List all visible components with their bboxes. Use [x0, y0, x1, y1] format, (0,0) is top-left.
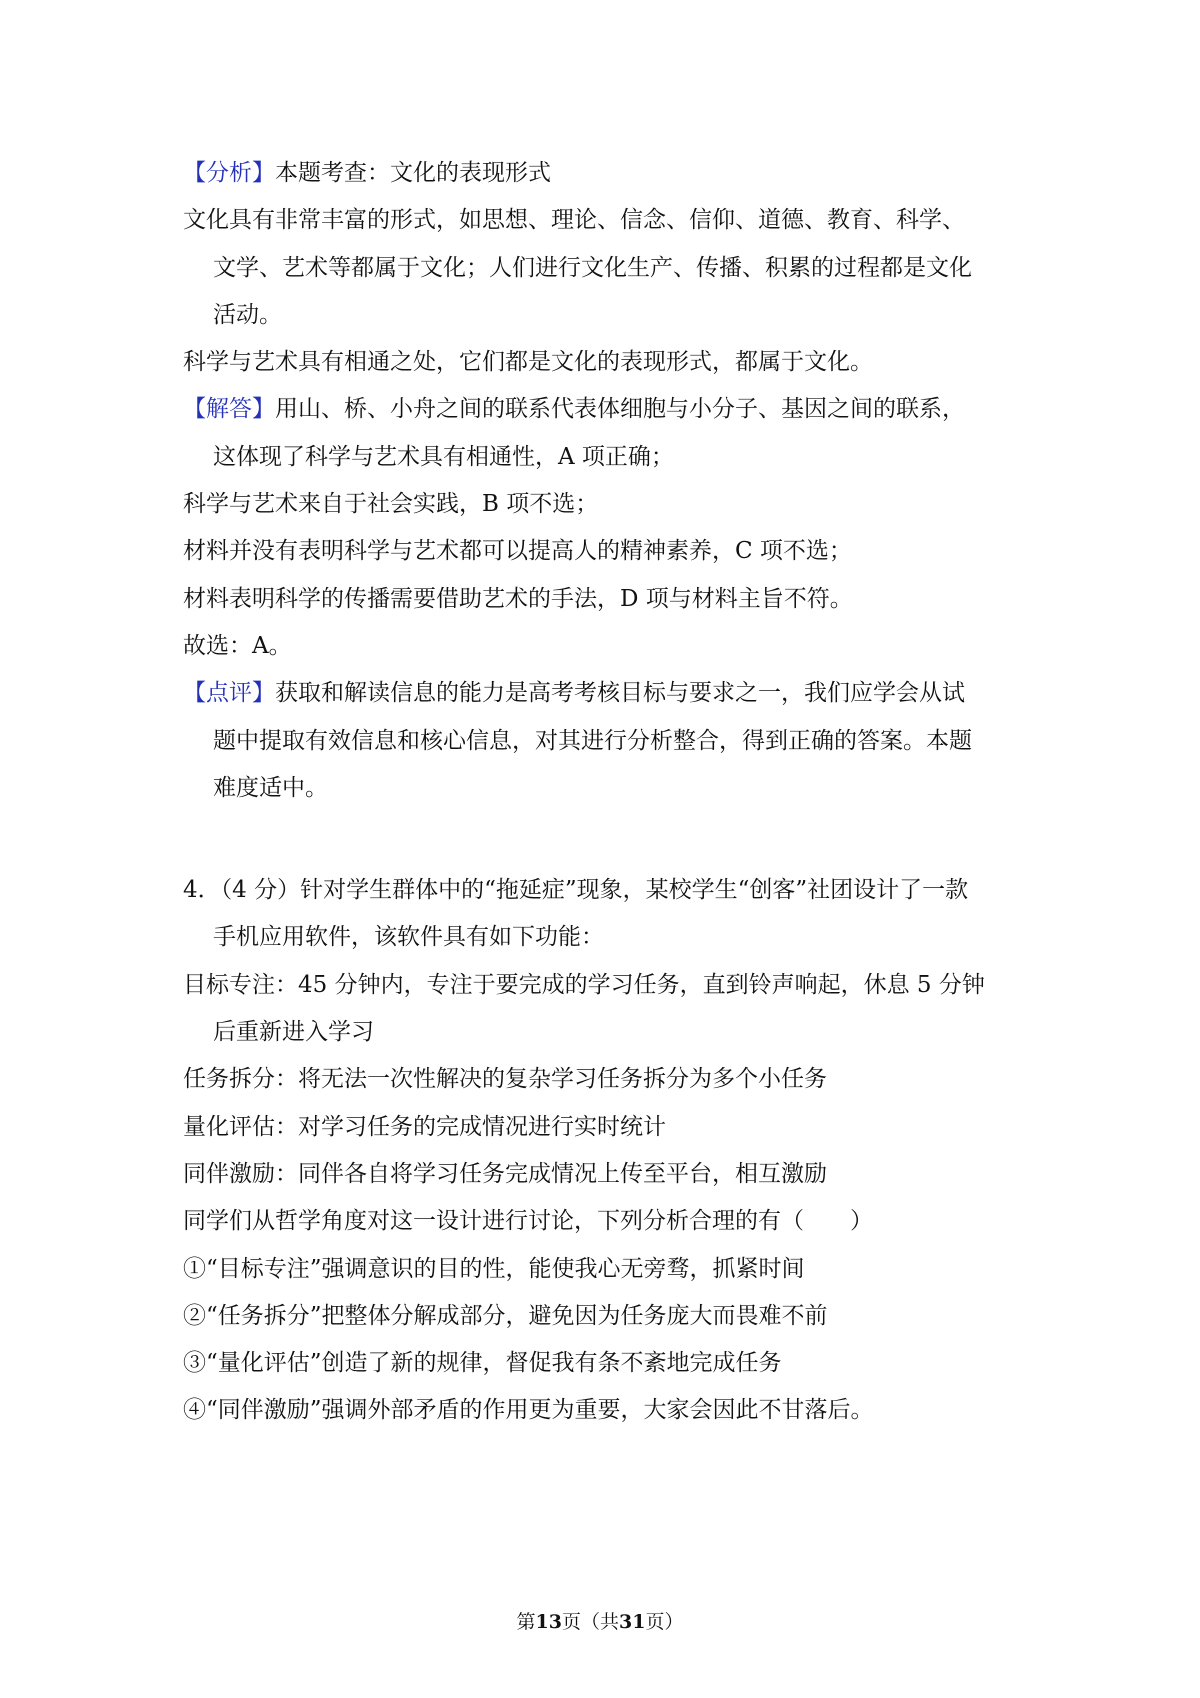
feature-peer-motivation: 同伴激励：同伴各自将学习任务完成情况上传至平台，相互激励 [183, 1160, 827, 1187]
analysis-title: 本题考查：文化的表现形式 [275, 160, 551, 186]
footer-suffix: 页） [645, 1611, 684, 1633]
analysis-paragraph-2: 科学与艺术具有相通之处，它们都是文化的表现形式，都属于文化。 [183, 349, 873, 376]
answer-line-2: 这体现了科学与艺术具有相通性，A 项正确； [213, 443, 674, 470]
question-4-line-2: 手机应用软件，该软件具有如下功能： [213, 924, 604, 951]
analysis-title-line [183, 150, 1023, 197]
question-4-option-2: ②“任务拆分”把整体分解成部分，避免因为任务庞大而畏难不前 [183, 1302, 828, 1329]
feature-goal-focus-cont: 后重新进入学习 [213, 1019, 374, 1046]
analysis-paragraph-1-line-2: 文学、艺术等都属于文化；人们进行文化生产、传播、积累的过程都是文化 [213, 254, 972, 281]
answer-option-c: 材料并没有表明科学与艺术都可以提高人的精神素养，C 项不选； [183, 538, 852, 565]
page-footer [0, 1610, 1200, 1634]
feature-goal-focus: 目标专注：45 分钟内，专注于要完成的学习任务，直到铃声响起，休息 5 分钟 [183, 971, 985, 998]
feature-quantified-eval: 量化评估：对学习任务的完成情况进行实时统计 [183, 1113, 666, 1140]
analysis-paragraph-1-line-1: 文化具有非常丰富的形式，如思想、理论、信念、信仰、道德、教育、科学、 [183, 207, 965, 234]
footer-prefix: 第 [516, 1611, 536, 1633]
comment-line-2: 题中提取有效信息和核心信息，对其进行分析整合，得到正确的答案。本题 [213, 727, 972, 754]
answer-choice: 故选：A。 [183, 632, 292, 659]
section-gap [183, 812, 1023, 867]
answer-line-1 [183, 386, 1023, 433]
analysis-paragraph-1-line-3: 活动。 [213, 301, 282, 328]
comment-line-3: 难度适中。 [213, 774, 328, 801]
footer-mid: 页（共 [561, 1611, 619, 1633]
answer-text-1: 用山、桥、小舟之间的联系代表体细胞与小分子、基因之间的联系， [275, 396, 965, 423]
feature-task-split: 任务拆分：将无法一次性解决的复杂学习任务拆分为多个小任务 [183, 1066, 827, 1093]
footer-total-pages: 31 [619, 1611, 646, 1633]
answer-tag: 【解答】 [183, 396, 275, 423]
comment-text-1: 获取和解读信息的能力是高考考核目标与要求之一，我们应学会从试 [275, 680, 965, 707]
answer-option-b: 科学与艺术来自于社会实践，B 项不选； [183, 491, 599, 518]
question-4-option-1: ①“目标专注”强调意识的目的性，能使我心无旁骛，抓紧时间 [183, 1255, 805, 1282]
comment-line-1 [183, 670, 1023, 717]
answer-option-d: 材料表明科学的传播需要借助艺术的手法，D 项与材料主旨不符。 [183, 585, 853, 612]
question-4-option-3: ③“量化评估”创造了新的规律，督促我有条不紊地完成任务 [183, 1350, 782, 1377]
footer-page-number: 13 [535, 1611, 562, 1633]
question-4-line-1: 4．（4 分）针对学生群体中的“拖延症”现象，某校学生“创客”社团设计了一款 [183, 877, 969, 904]
page-content [183, 150, 1023, 1435]
analysis-tag: 【分析】 [183, 160, 275, 186]
comment-tag: 【点评】 [183, 680, 275, 707]
question-4-option-4: ④“同伴激励”强调外部矛盾的作用更为重要，大家会因此不甘落后。 [183, 1397, 874, 1424]
question-4-prompt: 同学们从哲学角度对这一设计进行讨论，下列分析合理的有（ ） [183, 1208, 873, 1235]
